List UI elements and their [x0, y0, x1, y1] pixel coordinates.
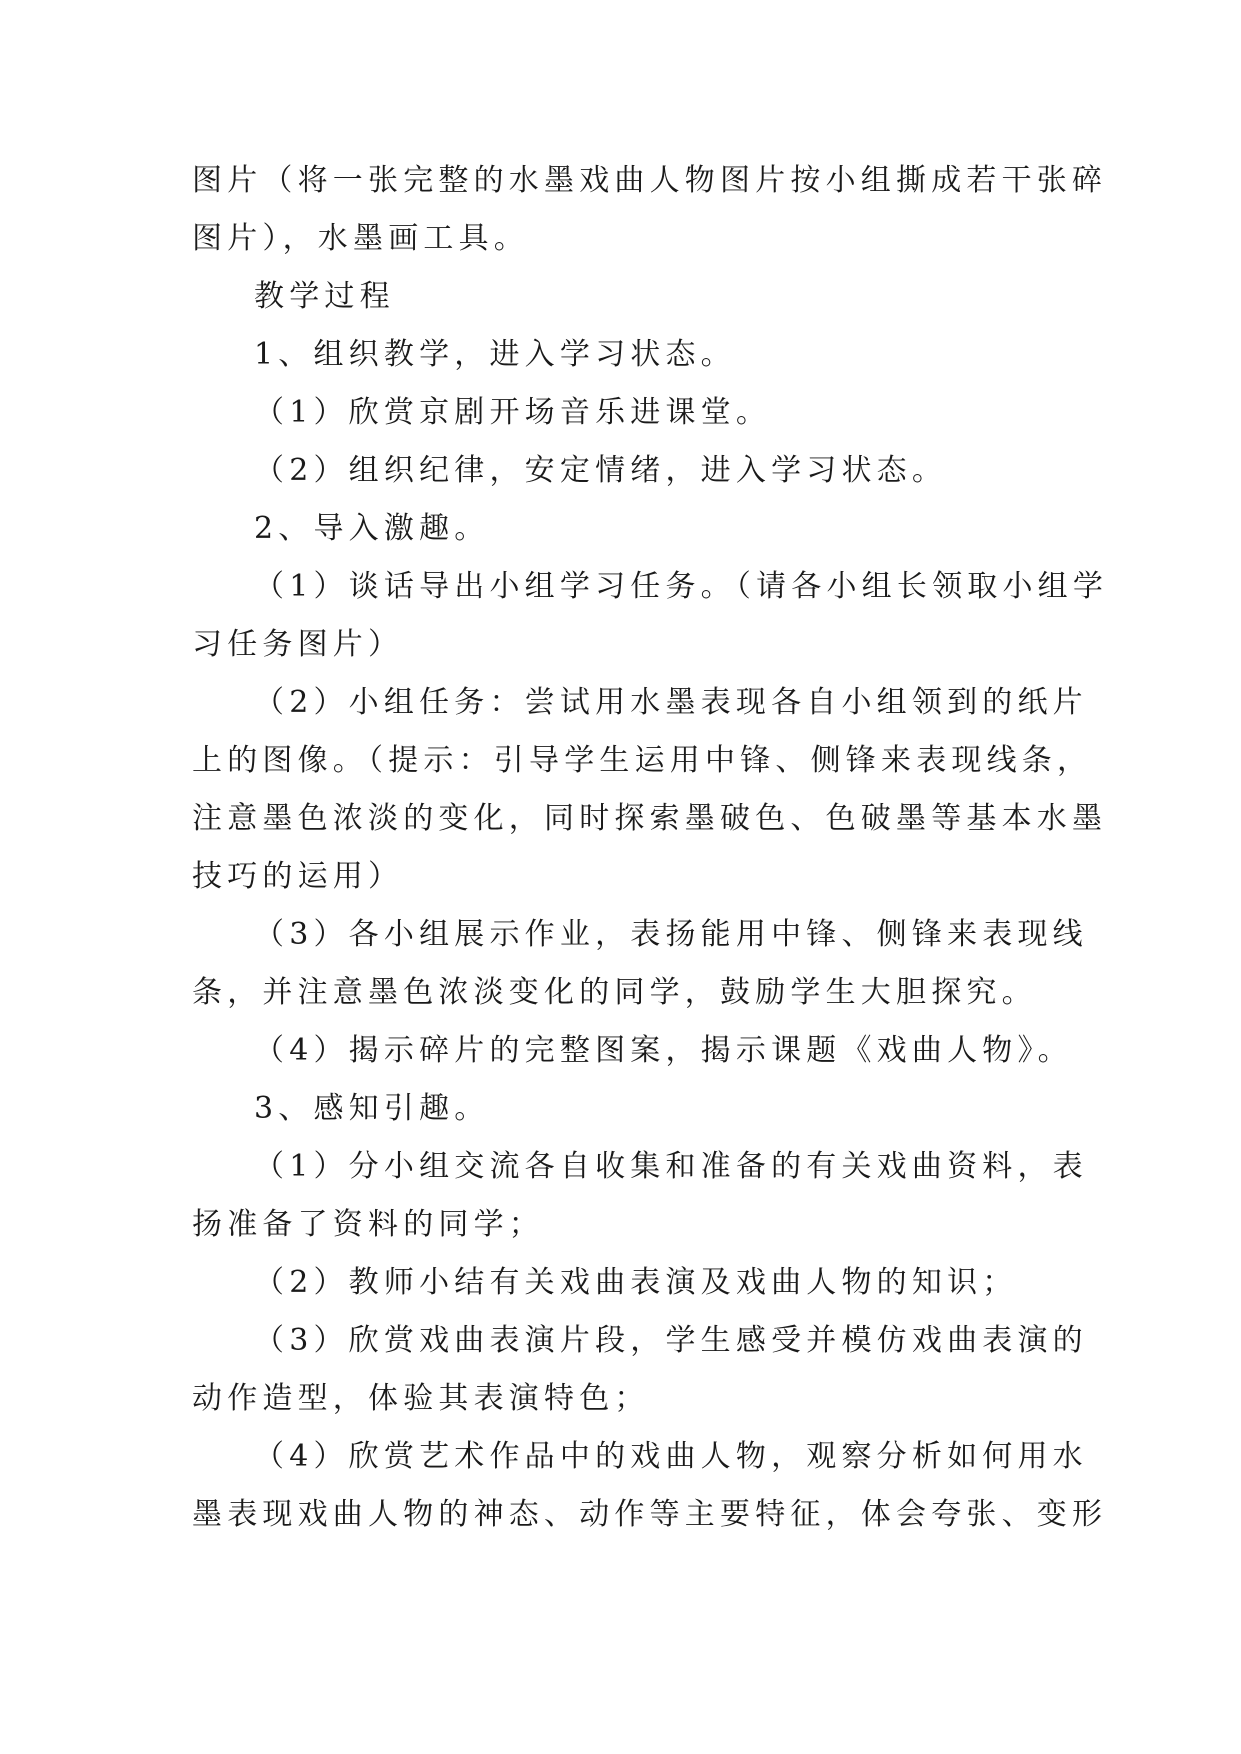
text-line: 2、导入激趣。	[254, 511, 490, 546]
text-line: （4）欣赏艺术作品中的戏曲人物，观察分析如何用水	[254, 1439, 1088, 1474]
text-line: 上的图像。（提示：引导学生运用中锋、侧锋来表现线条，	[192, 743, 1093, 778]
text-line: （1）欣赏京剧开场音乐进课堂。	[254, 395, 772, 430]
text-line: （2）组织纪律，安定情绪，进入学习状态。	[254, 453, 948, 488]
text-line: （4）揭示碎片的完整图案，揭示课题《戏曲人物》。	[254, 1033, 1073, 1068]
text-line: （3）各小组展示作业，表扬能用中锋、侧锋来表现线	[254, 917, 1088, 952]
text-line: 3、感知引趣。	[254, 1091, 490, 1126]
text-line: 注意墨色浓淡的变化，同时探索墨破色、色破墨等基本水墨	[192, 801, 1108, 836]
text-line: 墨表现戏曲人物的神态、动作等主要特征，体会夸张、变形	[192, 1497, 1108, 1532]
section-heading: 教学过程	[254, 279, 395, 314]
text-line: （1）谈话导出小组学习任务。（请各小组长领取小组学	[254, 569, 1109, 604]
text-line: 扬准备了资料的同学；	[192, 1207, 544, 1242]
text-line: （2）教师小结有关戏曲表演及戏曲人物的知识；	[254, 1265, 1018, 1300]
text-line: 条，并注意墨色浓淡变化的同学，鼓励学生大胆探究。	[192, 975, 1037, 1010]
text-line: （1）分小组交流各自收集和准备的有关戏曲资料，表	[254, 1149, 1088, 1184]
text-line: 动作造型，体验其表演特色；	[192, 1381, 650, 1416]
text-line: 1、组织教学，进入学习状态。	[254, 337, 736, 372]
text-line: 技巧的运用）	[192, 859, 404, 894]
text-line: （2）小组任务：尝试用水墨表现各自小组领到的纸片	[254, 685, 1088, 720]
text-line: 图片（将一张完整的水墨戏曲人物图片按小组撕成若干张碎	[192, 163, 1108, 198]
text-line: 图片），水墨画工具。	[192, 221, 529, 256]
text-line: 习任务图片）	[192, 627, 404, 662]
text-line: （3）欣赏戏曲表演片段，学生感受并模仿戏曲表演的	[254, 1323, 1088, 1358]
